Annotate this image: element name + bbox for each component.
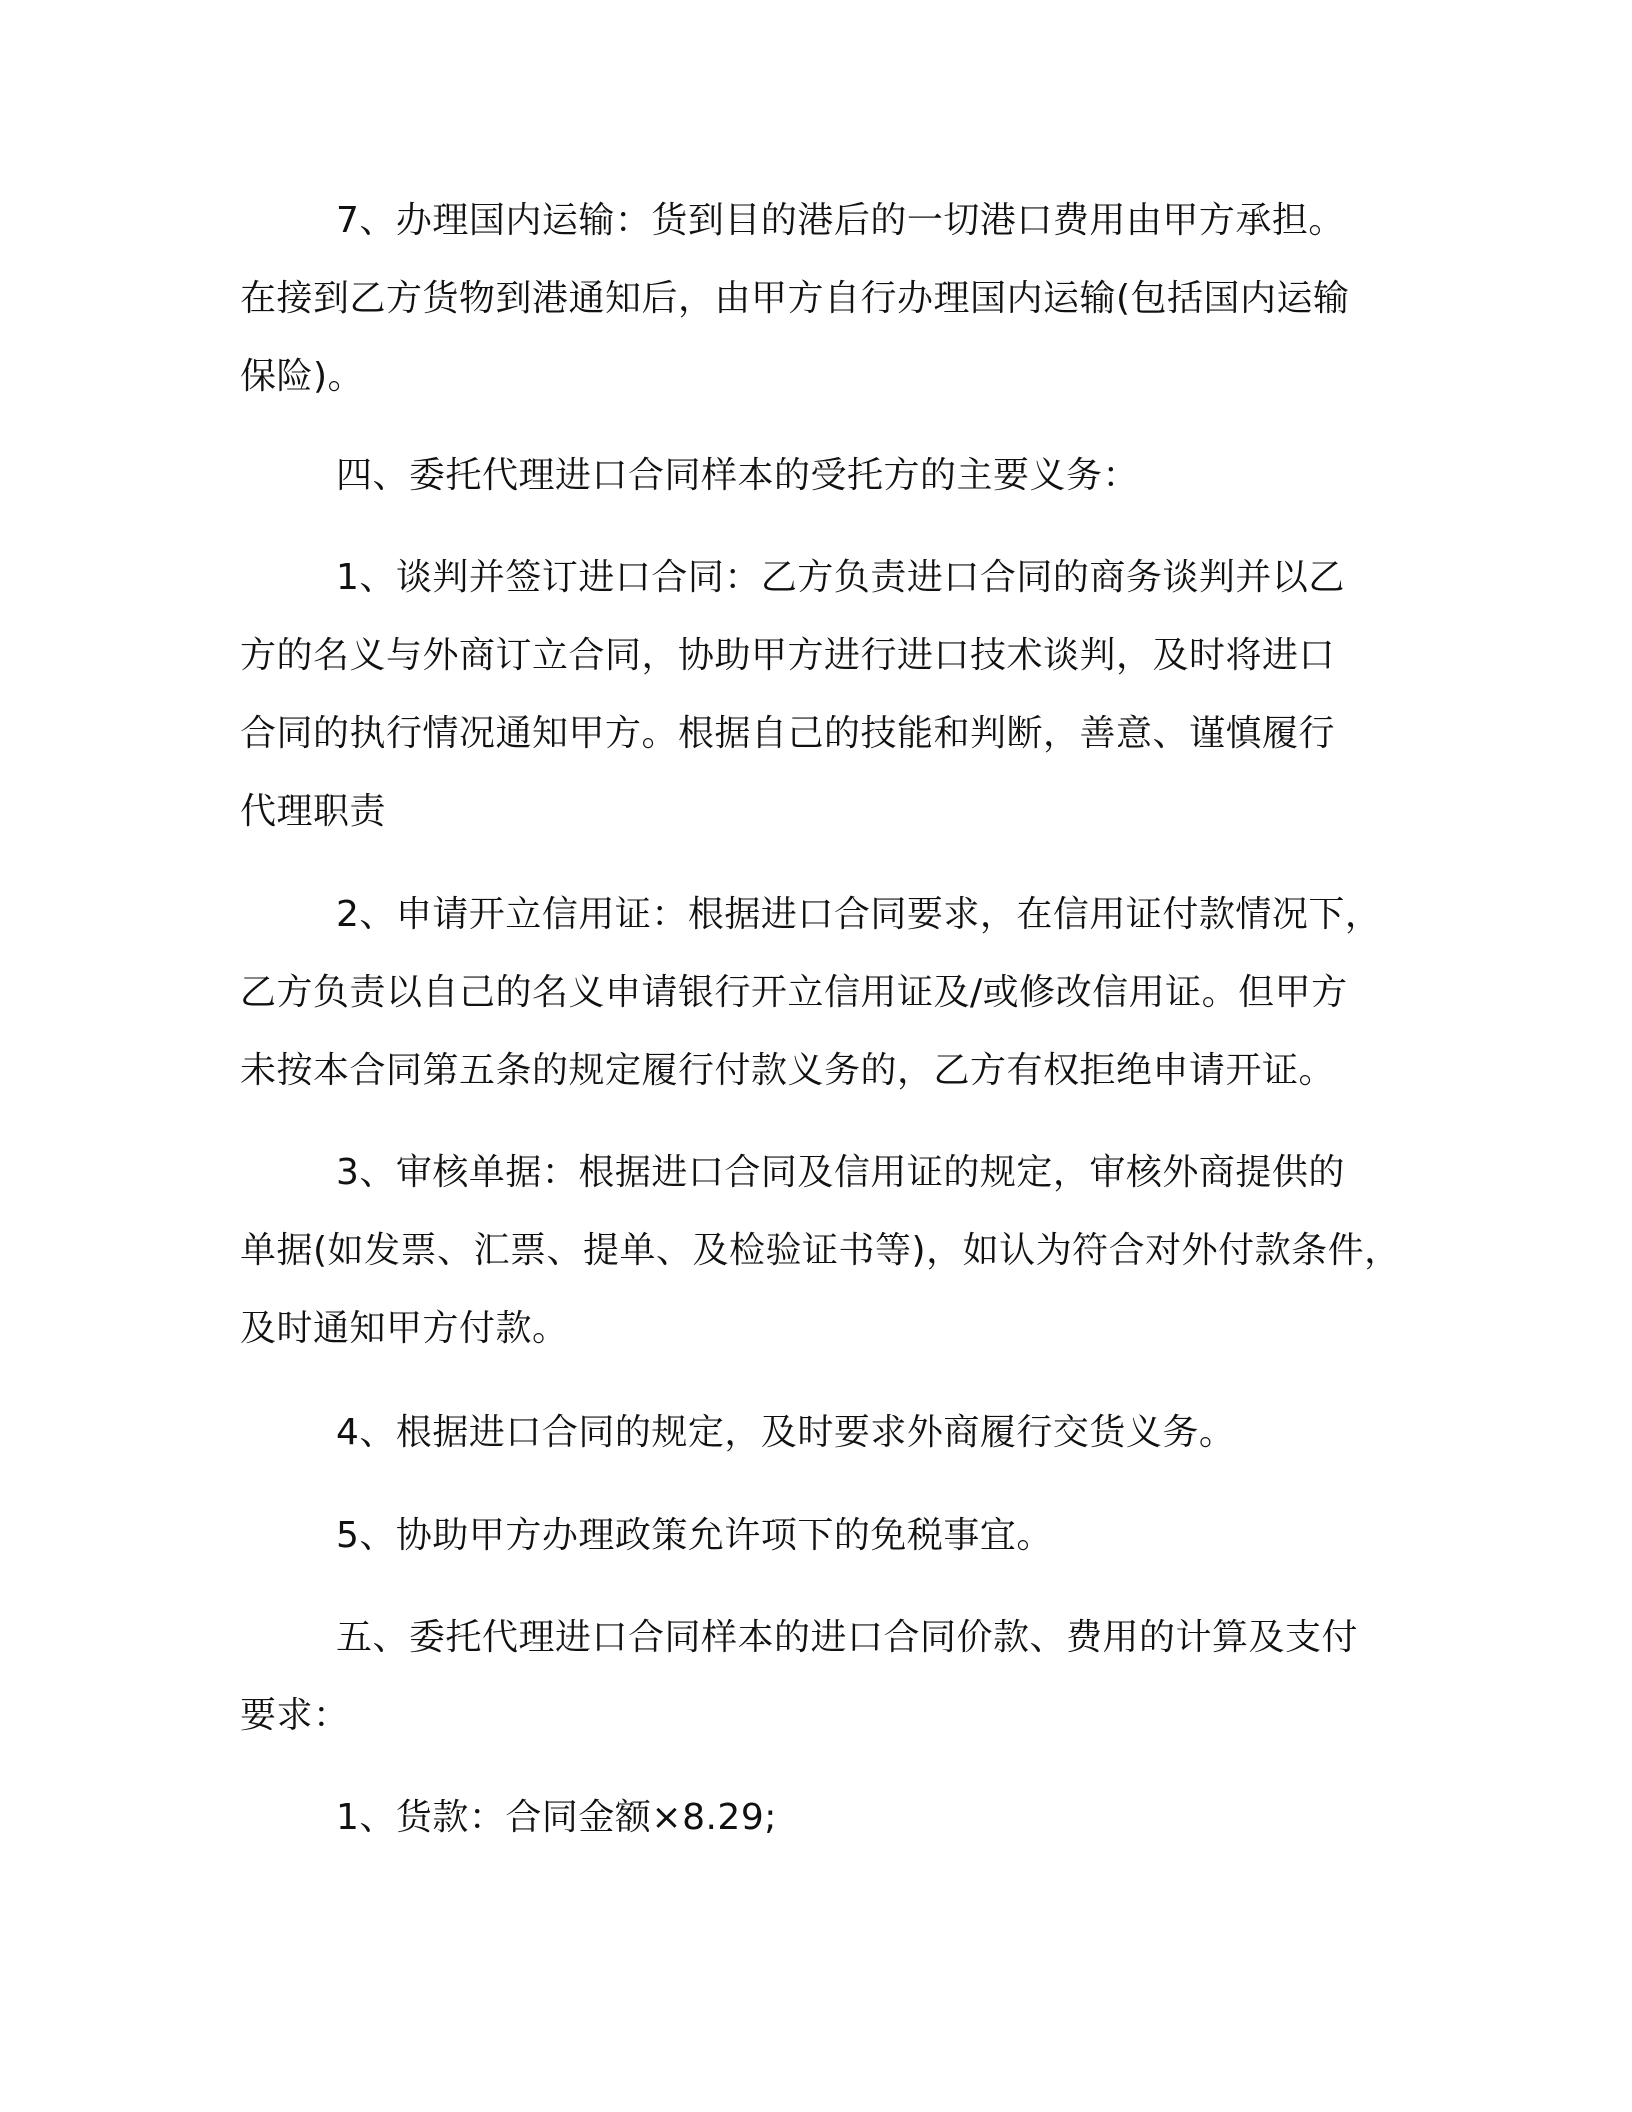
paragraph-goods-payment	[240, 1779, 1420, 1857]
text-line: 7、办理国内运输：货到目的港后的一切港口费用由甲方承担。	[336, 200, 1345, 241]
section-heading-agent-obligations	[240, 437, 1420, 515]
text-line: 方的名义与外商订立合同，协助甲方进行进口技术谈判，及时将进口	[240, 635, 1336, 676]
text-line: 3、审核单据：根据进口合同及信用证的规定，审核外商提供的	[336, 1152, 1345, 1193]
text-line: 五、委托代理进口合同样本的进口合同价款、费用的计算及支付	[336, 1617, 1359, 1658]
paragraph-delivery-obligation	[240, 1394, 1420, 1472]
section-heading-payment	[240, 1599, 1420, 1755]
paragraph-negotiate-contract	[240, 539, 1420, 851]
paragraph-tax-exemption	[240, 1497, 1420, 1575]
text-line: 1、谈判并签订进口合同：乙方负责进口合同的商务谈判并以乙	[336, 557, 1345, 598]
text-line: 1、货款：合同金额×8.29;	[336, 1797, 777, 1838]
text-line: 及时通知甲方付款。	[240, 1308, 569, 1349]
text-line: 4、根据进口合同的规定，及时要求外商履行交货义务。	[336, 1412, 1236, 1453]
text-line: 乙方负责以自己的名义申请银行开立信用证及/或修改信用证。但甲方	[240, 972, 1348, 1013]
text-line: 未按本合同第五条的规定履行付款义务的，乙方有权拒绝申请开证。	[240, 1050, 1336, 1091]
text-line: 保险)。	[240, 356, 365, 397]
text-line: 5、协助甲方办理政策允许项下的免税事宜。	[336, 1515, 1053, 1556]
text-line: 2、申请开立信用证：根据进口合同要求，在信用证付款情况下，	[336, 894, 1382, 935]
text-line: 四、委托代理进口合同样本的受托方的主要义务：	[336, 455, 1140, 496]
text-line: 代理职责	[240, 791, 387, 832]
paragraph-domestic-transport	[240, 182, 1420, 416]
text-line: 单据(如发票、汇票、提单、及检验证书等)，如认为符合对外付款条件，	[240, 1230, 1401, 1271]
paragraph-letter-of-credit	[240, 876, 1420, 1110]
text-line: 要求：	[240, 1695, 350, 1736]
text-line: 在接到乙方货物到港通知后，由甲方自行办理国内运输(包括国内运输	[240, 278, 1350, 319]
paragraph-review-documents	[240, 1134, 1420, 1368]
text-line: 合同的执行情况通知甲方。根据自己的技能和判断，善意、谨慎履行	[240, 713, 1336, 754]
